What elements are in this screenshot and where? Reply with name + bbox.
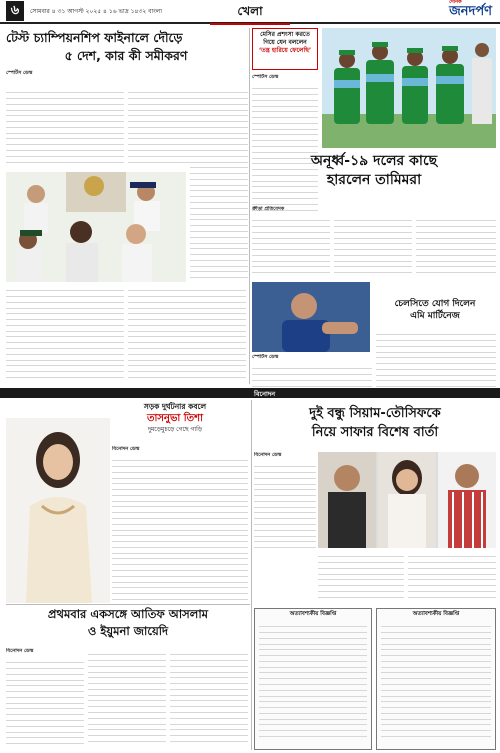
- siam-headline-block: [254, 404, 496, 448]
- siam-byline: [254, 452, 314, 460]
- tisha-portrait-illustration: [6, 418, 110, 603]
- column-rule-2: [251, 400, 252, 750]
- u19-celebration-illustration: [322, 28, 496, 148]
- entertainment-label: বিনোদন: [254, 390, 276, 398]
- atif-byline-text: বিনোদন ডেস্ক: [6, 648, 34, 654]
- martinez-headline-block: [374, 298, 496, 328]
- tisha-headline-block: [100, 402, 250, 442]
- entertainment-bar: [0, 388, 500, 398]
- quote-byline: [252, 74, 318, 82]
- logo-small-text: দৈনিক: [449, 0, 462, 5]
- quote-line2: গিয়ে যেন বললেন: [263, 39, 307, 46]
- notice-1: [254, 608, 372, 750]
- page-number: ৬: [6, 1, 24, 21]
- martinez-byline: [252, 354, 342, 362]
- atif-headline-line2: ও ইয়ুমনা জায়েদি: [87, 624, 169, 638]
- atif-body-col2: [88, 650, 166, 750]
- siam-body-col2: [318, 552, 404, 604]
- u19-team-photo: [322, 28, 496, 148]
- u19-body-col3: [416, 216, 496, 280]
- u19-body-col1: [252, 216, 330, 280]
- siam-body-col1: [254, 462, 316, 550]
- notice-1-title: অত্যাবশ্যকীয় বিজ্ঞপ্তি: [289, 611, 337, 617]
- atif-headline-block: [6, 606, 250, 646]
- date-line: সোমবার ৪ ৩১ আগস্ট ২০২৫ ৪ ১৬ ভাদ্র ১৪৩২ বাংলা: [30, 8, 163, 15]
- lead-body-col4: [128, 286, 246, 382]
- test-captains-illustration: [6, 172, 186, 282]
- tisha-sub: দুমড়েমুচড়ে গেছে গাড়ি: [147, 426, 203, 433]
- siam-body-col3: [408, 552, 496, 604]
- lead-body-col1: [6, 88, 124, 168]
- quote-byline-text: স্পোর্টস ডেস্ক: [252, 74, 279, 80]
- tisha-byline: [112, 446, 172, 454]
- atif-body-col1: [6, 658, 84, 750]
- u19-headline-line1: অনূর্ধ্ব-১৯ দলের কাছে: [310, 153, 438, 169]
- lead-headline-line2: ৫ দেশ, কার কী সমীকরণ: [64, 48, 188, 63]
- atif-body-col3: [170, 650, 248, 750]
- martinez-headline-line2: এমি মার্টিনেজ: [410, 311, 460, 321]
- u19-headline-block: [252, 152, 496, 204]
- logo-text: জনদর্পণ: [449, 4, 492, 19]
- section-title: খেলা: [210, 3, 290, 25]
- martinez-illustration: [252, 282, 370, 352]
- tisha-body: [112, 456, 248, 606]
- atif-byline: [6, 648, 66, 656]
- u19-byline-text: ক্রীড়া প্রতিবেদক: [252, 206, 285, 212]
- column-rule-1: [249, 28, 250, 384]
- notice-2-body: [377, 619, 495, 741]
- tisha-headline: তাসনুভা তিশা: [147, 413, 203, 424]
- messi-quote-box: [252, 28, 318, 70]
- u19-byline: [252, 206, 342, 214]
- newspaper-logo: [449, 2, 492, 23]
- notice-2: [376, 608, 496, 750]
- u19-headline-line2: হারলেন তামিমরা: [326, 172, 422, 188]
- test-captains-photo: [6, 172, 186, 282]
- tisha-kicker: সড়ক দুর্ঘটনার কবলে: [143, 402, 207, 411]
- lead-body-col3: [6, 286, 124, 382]
- siam-byline-text: বিনোদন ডেস্ক: [254, 452, 282, 458]
- tisha-byline-text: বিনোদন ডেস্ক: [112, 446, 140, 452]
- martinez-photo: [252, 282, 370, 352]
- notice-2-title: অত্যাবশ্যকীয় বিজ্ঞপ্তি: [412, 611, 460, 617]
- atif-headline-line1: প্রথমবার একসঙ্গে আতিফ আসলাম: [47, 607, 209, 621]
- siam-headline-line2: নিয়ে সাফার বিশেষ বার্তা: [311, 425, 439, 440]
- row-rule-1: [6, 604, 250, 605]
- masthead: [0, 0, 500, 24]
- martinez-headline-line1: চেলসিতে যোগ দিলেন: [394, 299, 476, 309]
- lead-headline-line1: টেস্ট চ্যাম্পিয়নশিপ ফাইনালে দৌড়ে: [6, 30, 183, 45]
- lead-body-col5: [190, 88, 248, 284]
- martinez-byline-text: স্পোর্টস ডেস্ক: [252, 354, 279, 360]
- tisha-photo: [6, 418, 110, 603]
- quote-line1: মেসির প্রশংসা করতে: [260, 31, 310, 38]
- notice-1-body: [255, 619, 371, 741]
- siam-group-photo: [318, 452, 496, 548]
- lead-headline-block: [6, 30, 246, 86]
- siam-headline-line1: দুই বন্ধু সিয়াম-তৌসিফকে: [309, 406, 441, 421]
- lead-byline: স্পোর্টস ডেস্ক: [6, 70, 33, 76]
- siam-tousif-safa-illustration: [318, 452, 496, 548]
- quote-line3: ‘তন্ত্র হারিয়ে ফেলেছি’: [258, 47, 312, 54]
- u19-body-col2: [334, 216, 412, 280]
